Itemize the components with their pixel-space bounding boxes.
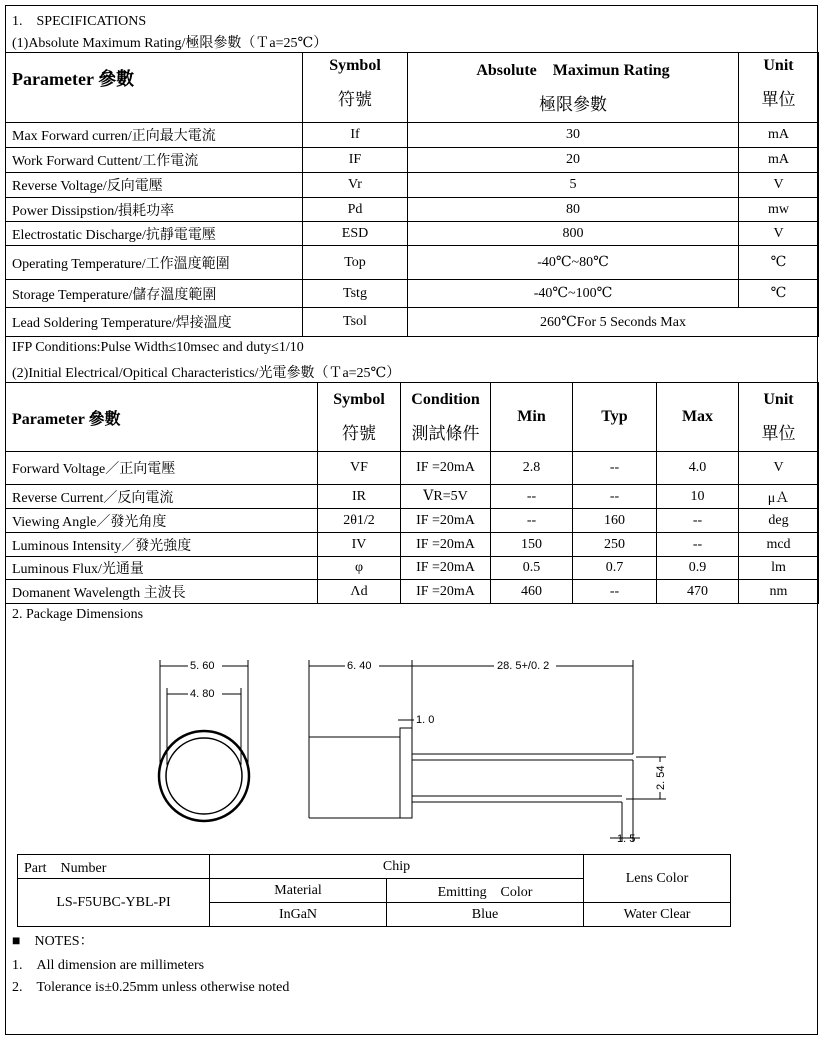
- front-view: [159, 660, 249, 821]
- part-table: [17, 854, 731, 927]
- dim-inner-dia: 4. 80: [190, 688, 215, 700]
- table-row: Electrostatic Discharge/抗靜電電壓 ESD 800 V: [6, 222, 819, 246]
- package-heading: 2. Package Dimensions: [12, 607, 144, 622]
- table-row: Storage Temperature/儲存溫度範圍 Tstg -40℃~100℃ ℃: [6, 280, 819, 308]
- lens-color-value: Water Clear: [584, 903, 731, 927]
- table-row: Power Dissipstion/損耗功率 Pd 80 mw: [6, 198, 819, 222]
- table-row: Forward Voltage／正向電壓 VF IF =20mA 2.8 -- 4.0 V: [6, 452, 819, 485]
- note-item: 1. All dimension are millimeters: [12, 958, 205, 973]
- min-header: Min: [517, 408, 546, 425]
- table-row: Viewing Angle／發光角度 2θ1/2 IF =20mA -- 160 -- deg: [6, 509, 819, 533]
- chip-label: Chip: [210, 855, 584, 879]
- dim-lead-pitch: 2. 54: [655, 765, 667, 790]
- abs-max-header: Parameter 參數 Symbol 符號 Absolute Maximun Rating 極限參數 Unit 單位: [6, 53, 819, 123]
- notes-heading: ■ NOTES：: [12, 934, 94, 949]
- part-number-value: LS-F5UBC-YBL-PI: [18, 879, 210, 927]
- abs-max-table: [5, 52, 819, 337]
- dim-lead-len: 28. 5+/0. 2: [497, 660, 550, 672]
- material-label: Material: [210, 879, 387, 903]
- table-row: Reverse Current／反向電流 IR ⅤR=5V -- -- 10 μＡ: [6, 485, 819, 509]
- table-row: Luminous Intensity／發光強度 IV IF =20mA 150 250 -- mcd: [6, 533, 819, 557]
- table-row: Work Forward Cuttent/工作電流 IF 20 mA: [6, 148, 819, 173]
- side-view: [309, 660, 666, 842]
- table-row: Max Forward curren/正向最大電流 If 30 mA: [6, 123, 819, 148]
- dim-flange: 1. 0: [416, 714, 435, 726]
- section2-heading: (2)Initial Electrical/Opitical Characteristics/光電參數（Ｔa=25℃）: [12, 366, 401, 381]
- param-header: Parameter 參數: [6, 53, 303, 123]
- section1-heading: (1)Absolute Maximum Rating/極限參數（Ｔa=25℃）: [12, 36, 328, 51]
- table-row: Reverse Voltage/反向電壓 Vr 5 V: [6, 173, 819, 198]
- dim-body-len: 6. 40: [347, 660, 372, 672]
- unit-header: Unit: [763, 57, 794, 74]
- symbol-header: Symbol: [333, 390, 385, 408]
- part-number-label: Part Number: [18, 855, 210, 879]
- emitting-color-value: Blue: [387, 903, 584, 927]
- electrical-table: [5, 382, 819, 604]
- package-drawing: [0, 620, 825, 850]
- material-value: InGaN: [210, 903, 387, 927]
- note-item: 2. Tolerance is±0.25mm unless otherwise noted: [12, 980, 290, 995]
- dim-lead-offset: 1. 5: [617, 833, 636, 845]
- table-row: Operating Temperature/工作溫度範圍 Top -40℃~80℃ ℃: [6, 246, 819, 280]
- table-row: Luminous Flux/光通量 φ IF =20mA 0.5 0.7 0.9 lm: [6, 557, 819, 580]
- rating-header: Absolute Maximun Rating: [476, 62, 670, 79]
- doc-title: 1. SPECIFICATIONS: [12, 14, 147, 29]
- electrical-header: Parameter 參數 Symbol 符號 Condition 測試條件 Min Typ Max Unit 單位: [6, 383, 819, 452]
- dim-outer-dia: 5. 60: [190, 660, 215, 672]
- ifp-note: IFP Conditions:Pulse Width≤10msec and duty≤1/10: [12, 340, 304, 355]
- param-header: Parameter 參數: [12, 410, 121, 428]
- unit-header: Unit: [763, 390, 794, 408]
- table-row: Lead Soldering Temperature/焊接溫度 Tsol 260℃For 5 Seconds Max: [6, 308, 819, 337]
- lens-color-label: Lens Color: [584, 855, 731, 903]
- typ-header: Typ: [601, 408, 628, 425]
- max-header: Max: [681, 408, 714, 425]
- condition-header: Condition: [411, 390, 480, 408]
- symbol-header: Symbol: [329, 57, 381, 74]
- table-row: Domanent Wavelength 主波長 Λd IF =20mA 460 -- 470 nm: [6, 580, 819, 604]
- emitting-color-label: Emitting Color: [387, 879, 584, 903]
